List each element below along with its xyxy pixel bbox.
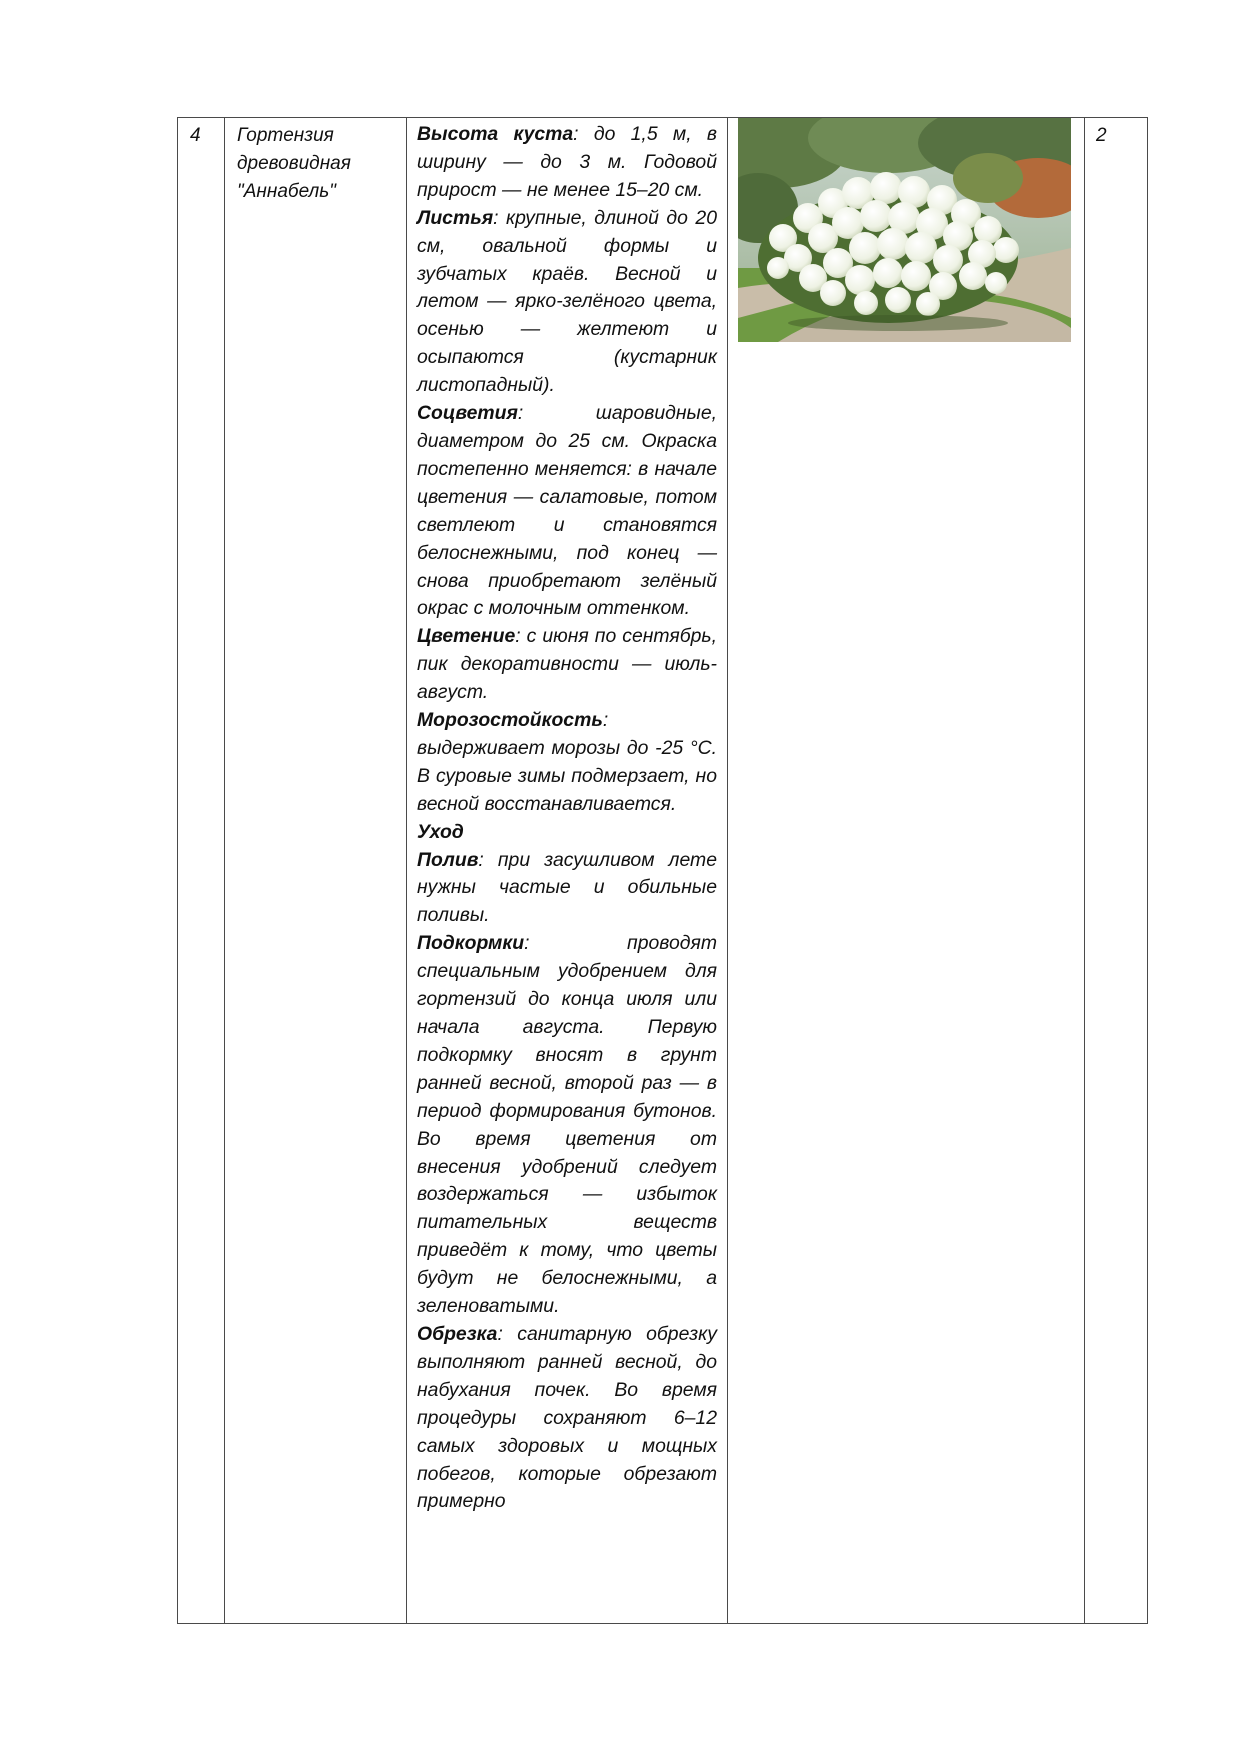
desc-label: Морозостойкость [417, 709, 603, 732]
desc-paragraph [417, 819, 717, 847]
desc-label: Листья [417, 206, 494, 229]
desc-label: Уход [417, 820, 464, 843]
plant-description [417, 121, 717, 1516]
desc-text: : с июня по сентябрь, пик декоративности — июль-август. [417, 625, 717, 704]
hydrangea-photo [738, 118, 1071, 342]
desc-paragraph [417, 623, 717, 707]
desc-text: : до 1,5 м, в ширину — до 3 м. Годовой прирост — не менее 15–20 см. [417, 123, 717, 201]
table-row [178, 118, 1148, 1624]
desc-paragraph [417, 205, 717, 400]
desc-paragraph [417, 1321, 717, 1516]
desc-paragraph [417, 400, 717, 623]
plant-description-cell [407, 118, 728, 1624]
desc-paragraph [417, 847, 717, 931]
desc-text: : проводят специальным удобрением для гортензий до конца июля или начала августа. Первую подкормку вносят в грунт ранней весной, второй раз — в период формирования бутонов. Во время цветения от внесения удобрений следует воздержаться — избыток питательных веществ приведёт к тому, что цветы будут не белоснежными, а зеленоватыми. [417, 932, 717, 1318]
desc-text: : крупные, длиной до 20 см, овальной формы и зубчатых краёв. Весной и летом — ярко-зелёного цвета, осенью — желтеют и осыпаются (кустарник листопадный). [417, 206, 717, 397]
row-number: 4 [178, 118, 225, 1624]
desc-label: Полив [417, 848, 479, 871]
desc-label: Подкормки [417, 932, 525, 955]
desc-label: Обрезка [417, 1322, 498, 1345]
plant-name: Гортензия древовидная "Аннабель" [225, 118, 407, 1624]
desc-label: Высота куста [417, 123, 574, 145]
desc-text: : санитарную обрезку выполняют ранней весной, до набухания почек. Во время процедуры сохраняют 6–12 самых здоровых и мощных побегов, которые обрезают примерно [417, 1322, 717, 1513]
desc-text: : шаровидные, диаметром до 25 см. Окраска постепенно меняется: в начале цветения — салатовые, потом светлеют и становятся белоснежными, под конец — снова приобретают зелёный окрас с молочным оттенком. [417, 402, 717, 620]
quantity: 2 [1085, 118, 1148, 1624]
desc-text: : при засушливом лете нужны частые и обильные поливы. [417, 848, 717, 927]
desc-label: Соцветия [417, 402, 518, 425]
desc-paragraph [417, 121, 717, 205]
desc-text: : выдерживает морозы до -25 °С. В суровые зимы подмерзает, но весной восстанавливается. [417, 709, 717, 815]
plant-table [177, 117, 1148, 1624]
desc-paragraph [417, 930, 717, 1321]
desc-paragraph [417, 707, 717, 819]
desc-label: Цветение [417, 625, 516, 648]
plant-photo-cell [728, 118, 1085, 1624]
